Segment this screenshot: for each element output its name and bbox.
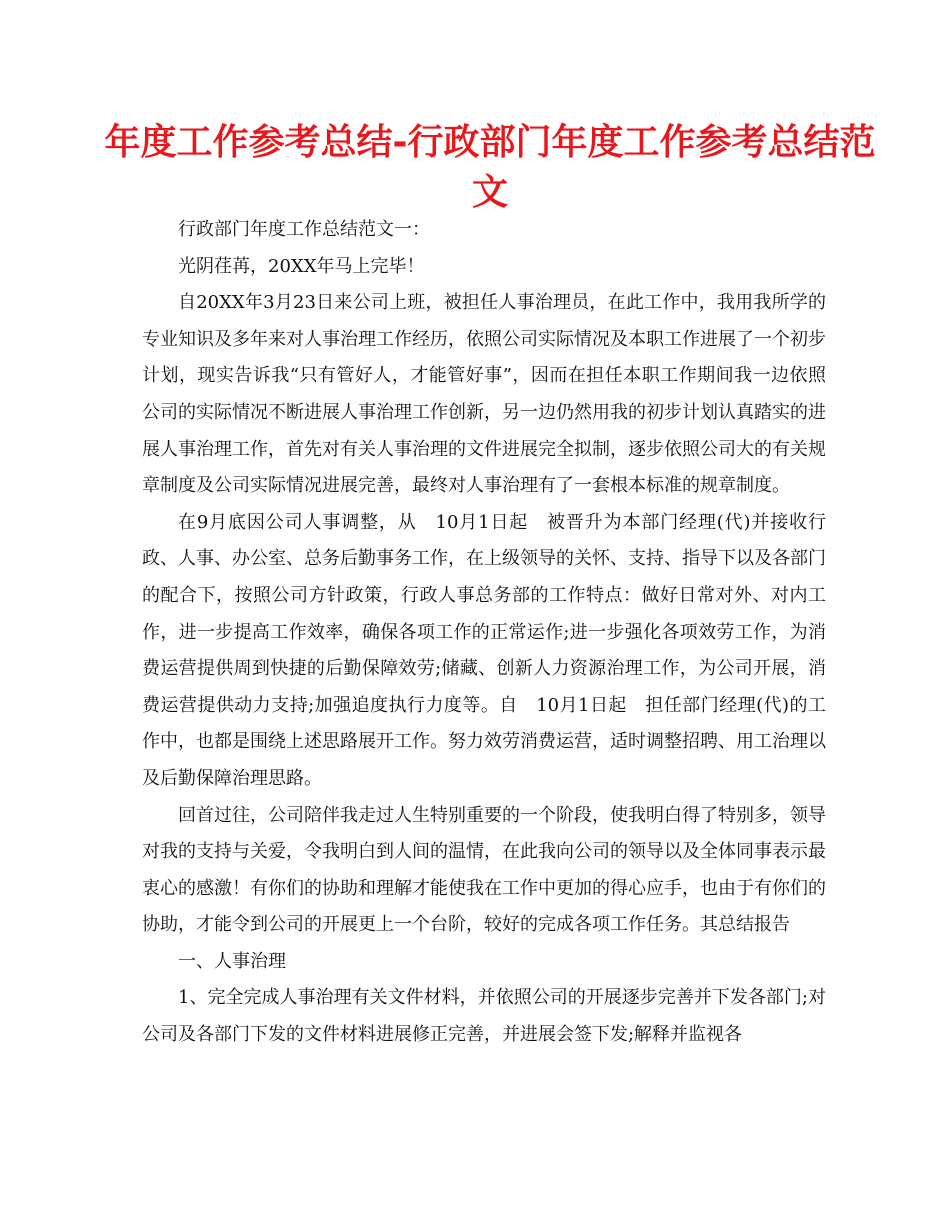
- document-body: [142, 212, 826, 1054]
- paragraph-section-heading: 行政部门年度工作总结范文一：: [178, 219, 430, 240]
- paragraph-intro: 自20XX年3月23日来公司上班，被担任人事治理员，在此工作中，我用我所学的专业知识及多年来对人事治理工作经历，依照公司实际情况及本职工作进展了一个初步计划，现实告诉我“只有管好人，才能管好事”，因而在担任本职工作期间我一边依照公司的实际情况不断进展人事治理工作创新，另一边仍然用我的初步计划认真踏实的进展人事治理工作，首先对有关人事治理的文件进展完全拟制，逐步依照公司大的有关规章制度及公司实际情况进展完善，最终对人事治理有了一套根本标准的规章制度。: [142, 292, 826, 497]
- paragraph-review: 回首过往，公司陪伴我走过人生特别重要的一个阶段，使我明白得了特别多，领导对我的支持与关爱，令我明白到人间的温情，在此我向公司的领导以及全体同事表示最衷心的感激！有你们的协助和理解才能使我在工作中更加的得心应手，也由于有你们的协助，才能令到公司的开展更上一个台阶，较好的完成各项工作任务。其总结报告: [142, 804, 826, 936]
- paragraph-subheading-hr: 一、人事治理: [178, 950, 286, 972]
- paragraph-item-1: 1、完全完成人事治理有关文件材料，并依照公司的开展逐步完善并下发各部门;对公司及各部门下发的文件材料进展修正完善，并进展会签下发;解释并监视各: [142, 987, 826, 1046]
- document-title: 年度工作参考总结-行政部门年度工作参考总结范文: [104, 122, 876, 213]
- paragraph-opening: 光阴荏苒，20XX年马上完毕！: [178, 255, 425, 277]
- paragraph-promotion: 在9月底因公司人事调整，从 10月1日起 被晋升为本部门经理(代)并接收行政、人事、办公室、总务后勤事务工作，在上级领导的关怀、支持、指导下以及各部门的配合下，按照公司方针政策，行政人事总务部的工作特点：做好日常对外、对内工作，进一步提高工作效率，确保各项工作的正常运作;进一步强化各项效劳工作，为消费运营提供周到快捷的后勤保障效劳;储藏、创新人力资源治理工作，为公司开展，消费运营提供动力支持;加强追度执行力度等。自 10月1日起 担任部门经理(代)的工作中，也都是围绕上述思路展开工作。努力效劳消费运营，适时调整招聘、用工治理以及后勤保障治理思路。: [142, 511, 826, 789]
